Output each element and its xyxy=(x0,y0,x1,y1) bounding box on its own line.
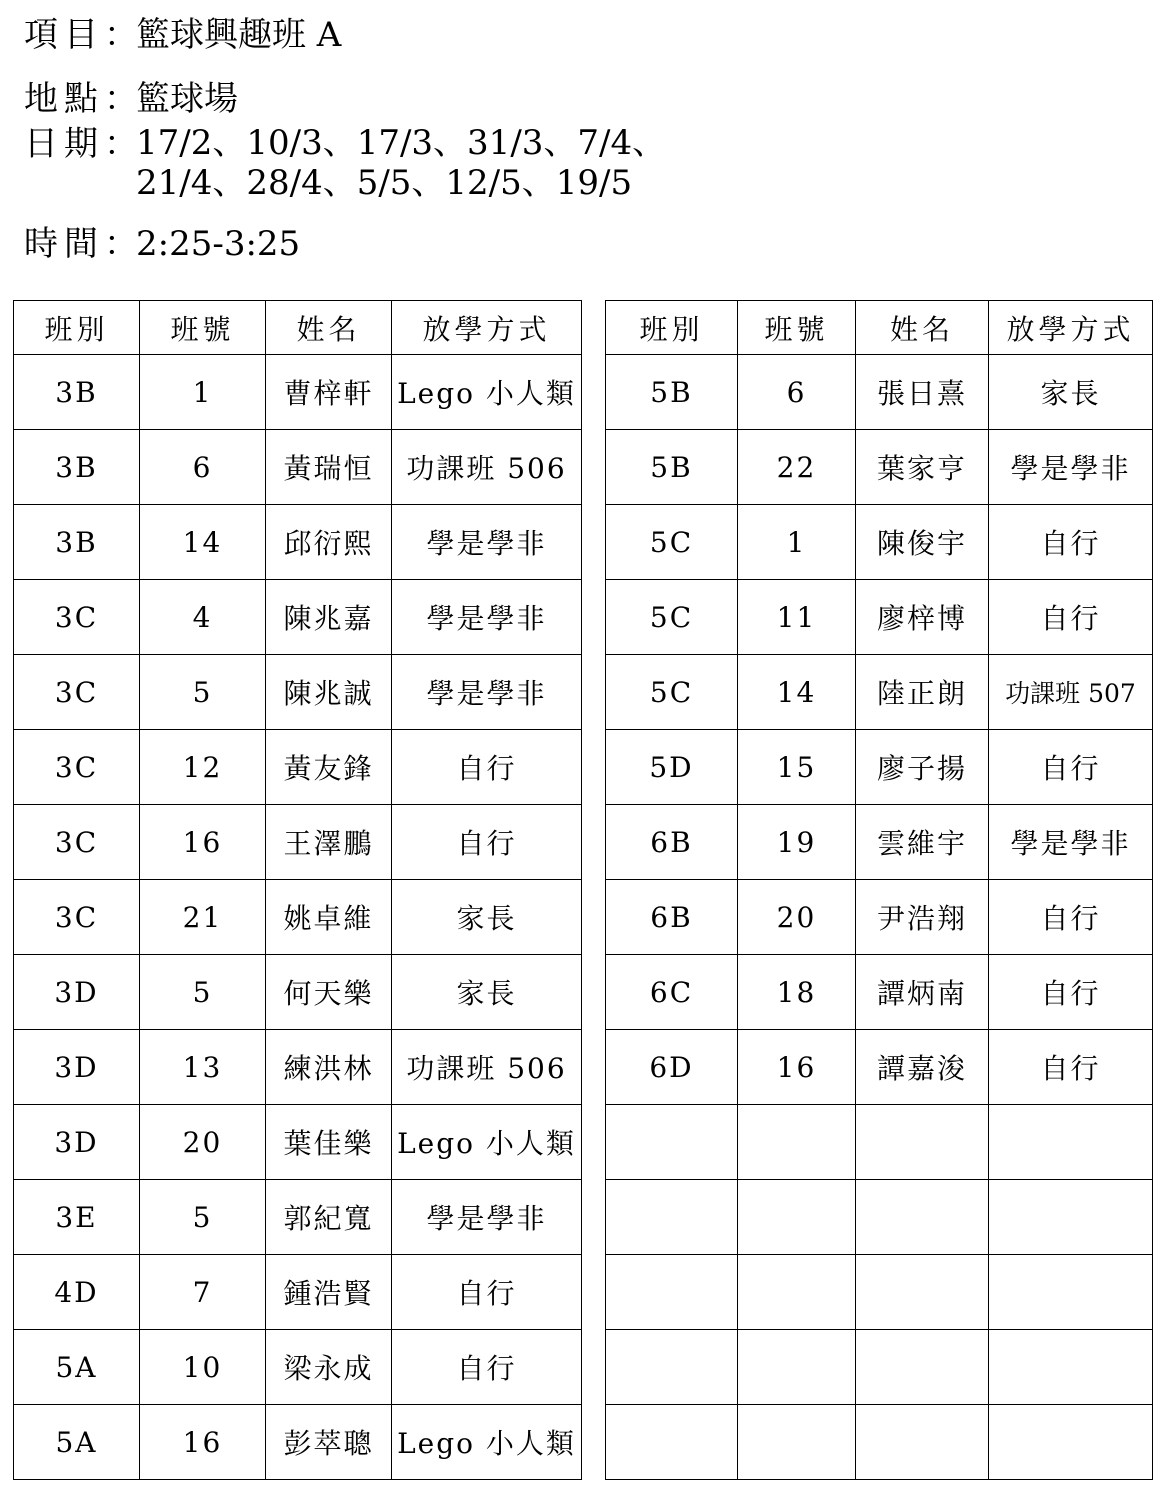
cell-class: 5C xyxy=(606,505,738,580)
cell-dismissal: 自行 xyxy=(392,805,582,880)
cell-dismissal: 學是學非 xyxy=(392,655,582,730)
cell-class: 5C xyxy=(606,655,738,730)
table-row xyxy=(14,955,582,1030)
cell-name: 何天樂 xyxy=(266,955,392,1030)
cell-dismissal: 學是學非 xyxy=(989,805,1153,880)
cell-dismissal xyxy=(989,1330,1153,1405)
table-row xyxy=(606,1030,1153,1105)
time-line xyxy=(24,223,300,265)
date-line-1: 17/2、10/3、17/3、31/3、7/4、 xyxy=(136,123,667,163)
cell-number: 5 xyxy=(140,955,266,1030)
table-row xyxy=(606,1105,1153,1180)
cell-class: 3B xyxy=(14,430,140,505)
table-row xyxy=(606,355,1153,430)
cell-dismissal: Lego 小人類 xyxy=(392,355,582,430)
cell-dismissal: 自行 xyxy=(392,730,582,805)
cell-number: 1 xyxy=(738,505,856,580)
cell-class: 6D xyxy=(606,1030,738,1105)
table-row xyxy=(606,1180,1153,1255)
cell-number: 4 xyxy=(140,580,266,655)
cell-class: 5A xyxy=(14,1330,140,1405)
cell-number: 10 xyxy=(140,1330,266,1405)
table-row xyxy=(14,1105,582,1180)
cell-class: 6B xyxy=(606,805,738,880)
place-label: 地點 xyxy=(24,79,104,119)
cell-dismissal: 自行 xyxy=(989,580,1153,655)
cell-number: 18 xyxy=(738,955,856,1030)
cell-class: 3D xyxy=(14,955,140,1030)
cell-number: 11 xyxy=(738,580,856,655)
cell-class xyxy=(606,1180,738,1255)
table-row xyxy=(606,430,1153,505)
cell-dismissal: 自行 xyxy=(989,955,1153,1030)
place-colon: ： xyxy=(104,79,138,119)
cell-class: 5C xyxy=(606,580,738,655)
cell-class xyxy=(606,1330,738,1405)
cell-class: 3C xyxy=(14,730,140,805)
cell-number xyxy=(738,1405,856,1480)
cell-class: 4D xyxy=(14,1255,140,1330)
table-row xyxy=(606,955,1153,1030)
cell-dismissal: 學是學非 xyxy=(989,430,1153,505)
time-value: 2:25-3:25 xyxy=(136,224,301,264)
cell-number: 16 xyxy=(738,1030,856,1105)
cell-dismissal: Lego 小人類 xyxy=(392,1105,582,1180)
table-row xyxy=(606,730,1153,805)
table-row xyxy=(606,880,1153,955)
date-line-2: 21/4、28/4、5/5、12/5、19/5 xyxy=(136,163,633,203)
cell-name: 廖梓博 xyxy=(856,580,989,655)
cell-dismissal: 家長 xyxy=(392,955,582,1030)
table-body-right xyxy=(606,355,1153,1480)
table-header-row xyxy=(14,301,582,355)
cell-number: 6 xyxy=(738,355,856,430)
cell-name xyxy=(856,1180,989,1255)
table-row xyxy=(606,505,1153,580)
cell-class: 6C xyxy=(606,955,738,1030)
cell-name: 張日熹 xyxy=(856,355,989,430)
cell-name: 黃瑞恒 xyxy=(266,430,392,505)
cell-number: 21 xyxy=(140,880,266,955)
cell-number: 7 xyxy=(140,1255,266,1330)
col-header-number: 班號 xyxy=(140,301,266,355)
col-header-name: 姓名 xyxy=(856,301,989,355)
cell-name: 雲維宇 xyxy=(856,805,989,880)
table-row xyxy=(14,1180,582,1255)
col-header-number: 班號 xyxy=(738,301,856,355)
cell-class: 5B xyxy=(606,430,738,505)
cell-name: 葉家亨 xyxy=(856,430,989,505)
cell-name: 尹浩翔 xyxy=(856,880,989,955)
col-header-class: 班別 xyxy=(14,301,140,355)
cell-number xyxy=(738,1105,856,1180)
cell-dismissal: 家長 xyxy=(392,880,582,955)
title-line xyxy=(24,14,341,56)
table-row xyxy=(14,1405,582,1480)
cell-name: 譚炳南 xyxy=(856,955,989,1030)
table-row xyxy=(14,505,582,580)
cell-name xyxy=(856,1330,989,1405)
place-line xyxy=(24,78,238,120)
cell-class xyxy=(606,1105,738,1180)
cell-dismissal: 自行 xyxy=(989,505,1153,580)
date-label: 日期 xyxy=(24,124,104,164)
cell-dismissal: 功課班 506 xyxy=(392,1030,582,1105)
table-body-left xyxy=(14,355,582,1480)
date-line xyxy=(24,123,666,203)
time-colon: ： xyxy=(104,224,138,264)
cell-number: 19 xyxy=(738,805,856,880)
cell-number: 5 xyxy=(140,655,266,730)
cell-name xyxy=(856,1255,989,1330)
cell-name: 鍾浩賢 xyxy=(266,1255,392,1330)
table-row xyxy=(606,1405,1153,1480)
cell-number: 12 xyxy=(140,730,266,805)
col-header-dismissal: 放學方式 xyxy=(989,301,1153,355)
date-colon: ： xyxy=(104,124,138,164)
cell-class: 6B xyxy=(606,880,738,955)
cell-name: 陸正朗 xyxy=(856,655,989,730)
cell-dismissal: 家長 xyxy=(989,355,1153,430)
title-colon: ： xyxy=(104,15,138,55)
cell-name xyxy=(856,1105,989,1180)
cell-name: 郭紀寬 xyxy=(266,1180,392,1255)
cell-name: 陳俊宇 xyxy=(856,505,989,580)
table-row xyxy=(606,805,1153,880)
cell-dismissal: Lego 小人類 xyxy=(392,1405,582,1480)
cell-class: 3B xyxy=(14,355,140,430)
cell-dismissal: 自行 xyxy=(392,1255,582,1330)
cell-class: 5A xyxy=(14,1405,140,1480)
cell-name: 譚嘉浚 xyxy=(856,1030,989,1105)
cell-class: 3C xyxy=(14,880,140,955)
cell-number: 15 xyxy=(738,730,856,805)
date-value xyxy=(136,123,666,203)
cell-class: 5B xyxy=(606,355,738,430)
cell-class: 3C xyxy=(14,805,140,880)
cell-dismissal: 自行 xyxy=(989,1030,1153,1105)
cell-class: 3D xyxy=(14,1030,140,1105)
cell-class: 3C xyxy=(14,655,140,730)
table-row xyxy=(14,655,582,730)
cell-number: 14 xyxy=(140,505,266,580)
title-label: 項目 xyxy=(24,15,104,55)
cell-class: 3C xyxy=(14,580,140,655)
cell-class: 5D xyxy=(606,730,738,805)
cell-dismissal xyxy=(989,1105,1153,1180)
cell-dismissal: 學是學非 xyxy=(392,505,582,580)
cell-name: 廖子揚 xyxy=(856,730,989,805)
cell-dismissal: 學是學非 xyxy=(392,580,582,655)
cell-number xyxy=(738,1180,856,1255)
cell-dismissal xyxy=(989,1180,1153,1255)
table-header-row xyxy=(606,301,1153,355)
cell-number: 6 xyxy=(140,430,266,505)
table-row xyxy=(14,805,582,880)
cell-dismissal xyxy=(989,1405,1153,1480)
cell-dismissal: 學是學非 xyxy=(392,1180,582,1255)
cell-name: 黃友鋒 xyxy=(266,730,392,805)
cell-number: 16 xyxy=(140,1405,266,1480)
cell-dismissal: 自行 xyxy=(989,730,1153,805)
cell-name: 姚卓維 xyxy=(266,880,392,955)
cell-number: 20 xyxy=(738,880,856,955)
table-row xyxy=(14,1255,582,1330)
cell-number: 14 xyxy=(738,655,856,730)
col-header-name: 姓名 xyxy=(266,301,392,355)
cell-name: 練洪林 xyxy=(266,1030,392,1105)
cell-name: 陳兆嘉 xyxy=(266,580,392,655)
col-header-class: 班別 xyxy=(606,301,738,355)
table-row xyxy=(14,880,582,955)
title-value: 籃球興趣班 A xyxy=(136,15,342,55)
table-row xyxy=(14,580,582,655)
cell-name: 彭萃聰 xyxy=(266,1405,392,1480)
cell-class: 3E xyxy=(14,1180,140,1255)
cell-name: 陳兆誠 xyxy=(266,655,392,730)
table-row xyxy=(14,730,582,805)
table-row xyxy=(606,1255,1153,1330)
table-row xyxy=(606,655,1153,730)
cell-dismissal: 功課班 506 xyxy=(392,430,582,505)
cell-class xyxy=(606,1405,738,1480)
cell-name: 邱衍熙 xyxy=(266,505,392,580)
col-header-dismissal: 放學方式 xyxy=(392,301,582,355)
student-table-left xyxy=(13,300,582,1480)
cell-class: 3B xyxy=(14,505,140,580)
table-row xyxy=(606,1330,1153,1405)
time-label: 時間 xyxy=(24,224,104,264)
cell-name: 葉佳樂 xyxy=(266,1105,392,1180)
cell-name: 王澤鵬 xyxy=(266,805,392,880)
cell-dismissal: 功課班 507 xyxy=(989,655,1153,730)
cell-number xyxy=(738,1330,856,1405)
cell-class: 3D xyxy=(14,1105,140,1180)
cell-number: 1 xyxy=(140,355,266,430)
cell-dismissal xyxy=(989,1255,1153,1330)
cell-number: 20 xyxy=(140,1105,266,1180)
place-value: 籃球場 xyxy=(136,79,238,119)
cell-number xyxy=(738,1255,856,1330)
cell-name: 曹梓軒 xyxy=(266,355,392,430)
cell-name xyxy=(856,1405,989,1480)
cell-dismissal: 自行 xyxy=(989,880,1153,955)
cell-number: 16 xyxy=(140,805,266,880)
cell-dismissal: 自行 xyxy=(392,1330,582,1405)
table-row xyxy=(14,1330,582,1405)
student-table-right xyxy=(605,300,1153,1480)
cell-class xyxy=(606,1255,738,1330)
table-row xyxy=(606,580,1153,655)
table-row xyxy=(14,355,582,430)
cell-number: 5 xyxy=(140,1180,266,1255)
cell-name: 梁永成 xyxy=(266,1330,392,1405)
cell-number: 22 xyxy=(738,430,856,505)
table-row xyxy=(14,430,582,505)
table-row xyxy=(14,1030,582,1105)
cell-number: 13 xyxy=(140,1030,266,1105)
